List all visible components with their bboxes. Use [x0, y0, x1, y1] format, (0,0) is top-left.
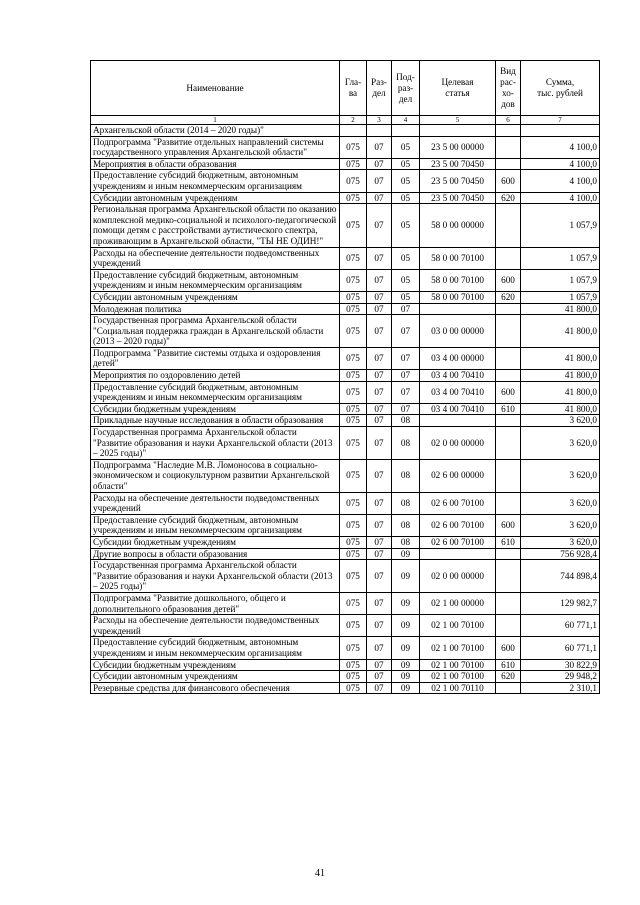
cell-target: 02 1 00 00000: [420, 592, 496, 614]
table-row: [91, 427, 600, 460]
cell-vid: [496, 303, 521, 315]
col-number: 1: [91, 116, 340, 125]
cell-glava: 075: [340, 615, 367, 637]
cell-sum: 41 800,0: [521, 315, 600, 348]
table-row: [91, 381, 600, 403]
cell-podrazdel: 05: [392, 204, 420, 247]
cell-glava: 075: [340, 381, 367, 403]
cell-name: Расходы на обеспечение деятельности подведомственных учреждений: [91, 492, 340, 514]
header-name: Наименование: [91, 61, 340, 116]
header-sum: Сумма, тыс. рублей: [521, 61, 600, 116]
cell-razdel: [367, 125, 392, 137]
cell-vid: 600: [496, 269, 521, 291]
cell-name: Предоставление субсидий бюджетным, автономным учреждениям и иным некоммерческим организациям: [91, 514, 340, 536]
cell-name: Подпрограмма "Развитие отдельных направлений системы государственного управления Архангельской области": [91, 136, 340, 158]
cell-name: Субсидии автономным учреждениям: [91, 192, 340, 204]
cell-sum: 4 100,0: [521, 136, 600, 158]
budget-table: [90, 60, 600, 694]
cell-podrazdel: 05: [392, 136, 420, 158]
cell-vid: [496, 592, 521, 614]
cell-vid: [496, 125, 521, 137]
cell-sum: 4 100,0: [521, 158, 600, 170]
cell-sum: 3 620,0: [521, 427, 600, 460]
cell-podrazdel: 07: [392, 403, 420, 415]
cell-sum: 3 620,0: [521, 415, 600, 427]
cell-podrazdel: 05: [392, 291, 420, 303]
cell-target: 03 0 00 00000: [420, 315, 496, 348]
cell-target: 58 0 00 00000: [420, 204, 496, 247]
cell-podrazdel: 09: [392, 671, 420, 683]
table-row: [91, 204, 600, 247]
cell-name: Государственная программа Архангельской области "Социальная поддержка граждан в Архангельской области (2013 – 2020 годы)": [91, 315, 340, 348]
cell-podrazdel: 07: [392, 347, 420, 369]
table-row: [91, 637, 600, 659]
cell-razdel: 07: [367, 158, 392, 170]
table-row: [91, 247, 600, 269]
cell-razdel: 07: [367, 659, 392, 671]
col-number: 3: [367, 116, 392, 125]
cell-razdel: 07: [367, 247, 392, 269]
cell-glava: 075: [340, 536, 367, 548]
cell-name: Субсидии бюджетным учреждениям: [91, 403, 340, 415]
cell-sum: 4 100,0: [521, 192, 600, 204]
table-row: [91, 303, 600, 315]
cell-sum: 30 822,9: [521, 659, 600, 671]
cell-podrazdel: 09: [392, 560, 420, 593]
cell-vid: 610: [496, 659, 521, 671]
cell-podrazdel: 09: [392, 592, 420, 614]
cell-target: [420, 303, 496, 315]
cell-glava: 075: [340, 415, 367, 427]
cell-target: 58 0 00 70100: [420, 291, 496, 303]
cell-name: Архангельской области (2014 – 2020 годы)": [91, 125, 340, 137]
cell-razdel: 07: [367, 204, 392, 247]
header-vid: Вид рас- хо- дов: [496, 61, 521, 116]
cell-sum: 41 800,0: [521, 381, 600, 403]
cell-glava: 075: [340, 592, 367, 614]
cell-glava: 075: [340, 637, 367, 659]
cell-glava: 075: [340, 514, 367, 536]
cell-name: Предоставление субсидий бюджетным, автономным учреждениям и иным некоммерческим организациям: [91, 637, 340, 659]
cell-razdel: 07: [367, 315, 392, 348]
cell-razdel: 07: [367, 536, 392, 548]
cell-glava: 075: [340, 492, 367, 514]
cell-podrazdel: 08: [392, 492, 420, 514]
cell-sum: 1 057,9: [521, 247, 600, 269]
cell-target: [420, 548, 496, 560]
table-row: [91, 291, 600, 303]
cell-podrazdel: 07: [392, 370, 420, 382]
cell-name: Мероприятия в области образования: [91, 158, 340, 170]
cell-name: Резервные средства для финансового обеспечения: [91, 682, 340, 694]
cell-name: Предоставление субсидий бюджетным, автономным учреждениям и иным некоммерческим организациям: [91, 381, 340, 403]
cell-podrazdel: 05: [392, 158, 420, 170]
cell-vid: 600: [496, 381, 521, 403]
header-target: Целевая статья: [420, 61, 496, 116]
table-row: [91, 536, 600, 548]
cell-razdel: 07: [367, 303, 392, 315]
cell-glava: 075: [340, 659, 367, 671]
cell-target: 23 5 00 70450: [420, 158, 496, 170]
cell-podrazdel: 05: [392, 192, 420, 204]
cell-name: Подпрограмма "Наследие М.В. Ломоносова в социально-экономическом и социокультурном развитии Архангельской области": [91, 459, 340, 492]
cell-sum: 1 057,9: [521, 269, 600, 291]
cell-vid: 600: [496, 170, 521, 192]
cell-glava: 075: [340, 427, 367, 460]
cell-sum: 1 057,9: [521, 291, 600, 303]
header-podrazdel: Под- раз- дел: [392, 61, 420, 116]
cell-glava: 075: [340, 291, 367, 303]
cell-razdel: 07: [367, 492, 392, 514]
cell-vid: [496, 347, 521, 369]
cell-razdel: 07: [367, 415, 392, 427]
table-row: [91, 682, 600, 694]
table-row: [91, 315, 600, 348]
table-row: [91, 415, 600, 427]
cell-sum: 129 982,7: [521, 592, 600, 614]
cell-vid: 600: [496, 637, 521, 659]
cell-sum: 756 928,4: [521, 548, 600, 560]
cell-vid: [496, 158, 521, 170]
cell-sum: 744 898,4: [521, 560, 600, 593]
table-row: [91, 269, 600, 291]
cell-podrazdel: 07: [392, 381, 420, 403]
table-row: [91, 158, 600, 170]
cell-target: 03 4 00 70410: [420, 403, 496, 415]
header-razdel: Раз- дел: [367, 61, 392, 116]
cell-name: Государственная программа Архангельской области "Развитие образования и науки Архангельской области (2013 – 2025 годы)": [91, 560, 340, 593]
cell-vid: [496, 427, 521, 460]
cell-target: 02 6 00 70100: [420, 514, 496, 536]
cell-target: 02 1 00 70100: [420, 671, 496, 683]
cell-razdel: 07: [367, 637, 392, 659]
cell-name: Предоставление субсидий бюджетным, автономным учреждениям и иным некоммерческим организациям: [91, 170, 340, 192]
cell-name: Мероприятия по оздоровлению детей: [91, 370, 340, 382]
cell-sum: 3 620,0: [521, 514, 600, 536]
cell-glava: 075: [340, 459, 367, 492]
cell-glava: 075: [340, 170, 367, 192]
column-number-row: [91, 116, 600, 125]
cell-glava: 075: [340, 269, 367, 291]
cell-podrazdel: [392, 125, 420, 137]
cell-razdel: 07: [367, 592, 392, 614]
cell-sum: 1 057,9: [521, 204, 600, 247]
cell-razdel: 07: [367, 136, 392, 158]
cell-name: Субсидии бюджетным учреждениям: [91, 536, 340, 548]
cell-razdel: 07: [367, 671, 392, 683]
cell-target: 03 4 00 70410: [420, 381, 496, 403]
cell-razdel: 07: [367, 269, 392, 291]
cell-target: [420, 125, 496, 137]
cell-glava: 075: [340, 247, 367, 269]
cell-razdel: 07: [367, 427, 392, 460]
cell-podrazdel: 07: [392, 303, 420, 315]
cell-target: 02 1 00 70100: [420, 659, 496, 671]
cell-name: Подпрограмма "Развитие дошкольного, общего и дополнительного образования детей": [91, 592, 340, 614]
cell-sum: 2 310,1: [521, 682, 600, 694]
cell-razdel: 07: [367, 615, 392, 637]
cell-vid: [496, 615, 521, 637]
cell-razdel: 07: [367, 459, 392, 492]
cell-podrazdel: 08: [392, 427, 420, 460]
cell-name: Субсидии бюджетным учреждениям: [91, 659, 340, 671]
cell-target: [420, 415, 496, 427]
cell-name: Расходы на обеспечение деятельности подведомственных учреждений: [91, 615, 340, 637]
cell-vid: 620: [496, 192, 521, 204]
cell-podrazdel: 05: [392, 247, 420, 269]
budget-page: [90, 60, 600, 694]
table-row: [91, 170, 600, 192]
cell-target: 23 5 00 00000: [420, 136, 496, 158]
cell-podrazdel: 05: [392, 269, 420, 291]
cell-vid: [496, 682, 521, 694]
col-number: 6: [496, 116, 521, 125]
cell-vid: [496, 548, 521, 560]
cell-target: 23 5 00 70450: [420, 192, 496, 204]
table-row: [91, 560, 600, 593]
cell-glava: 075: [340, 682, 367, 694]
table-row: [91, 370, 600, 382]
cell-razdel: 07: [367, 370, 392, 382]
cell-name: Субсидии автономным учреждениям: [91, 671, 340, 683]
cell-vid: [496, 459, 521, 492]
cell-vid: 610: [496, 536, 521, 548]
cell-vid: 620: [496, 291, 521, 303]
cell-sum: 60 771,1: [521, 637, 600, 659]
cell-podrazdel: 05: [392, 170, 420, 192]
table-row: [91, 671, 600, 683]
page-number: 41: [315, 868, 325, 879]
cell-glava: [340, 125, 367, 137]
cell-podrazdel: 09: [392, 548, 420, 560]
cell-target: 58 0 00 70100: [420, 247, 496, 269]
cell-razdel: 07: [367, 291, 392, 303]
cell-target: 02 0 00 00000: [420, 427, 496, 460]
cell-target: 02 1 00 70100: [420, 637, 496, 659]
cell-name: Государственная программа Архангельской области "Развитие образования и науки Архангельской области (2013 – 2025 годы)": [91, 427, 340, 460]
cell-glava: 075: [340, 347, 367, 369]
cell-name: Молодежная политика: [91, 303, 340, 315]
cell-name: Субсидии автономным учреждениям: [91, 291, 340, 303]
cell-podrazdel: 08: [392, 514, 420, 536]
cell-vid: [496, 492, 521, 514]
table-body: [91, 125, 600, 694]
cell-sum: 41 800,0: [521, 403, 600, 415]
cell-podrazdel: 08: [392, 415, 420, 427]
cell-sum: 3 620,0: [521, 492, 600, 514]
table-row: [91, 403, 600, 415]
cell-target: 02 1 00 70100: [420, 615, 496, 637]
cell-sum: [521, 125, 600, 137]
cell-sum: 3 620,0: [521, 459, 600, 492]
cell-glava: 075: [340, 403, 367, 415]
cell-sum: 29 948,2: [521, 671, 600, 683]
cell-razdel: 07: [367, 403, 392, 415]
cell-podrazdel: 09: [392, 615, 420, 637]
cell-glava: 075: [340, 370, 367, 382]
table-row: [91, 125, 600, 137]
cell-razdel: 07: [367, 381, 392, 403]
cell-target: 23 5 00 70450: [420, 170, 496, 192]
cell-vid: 610: [496, 403, 521, 415]
cell-vid: 600: [496, 514, 521, 536]
cell-name: Подпрограмма "Развитие системы отдыха и оздоровления детей": [91, 347, 340, 369]
cell-name: Прикладные научные исследования в области образования: [91, 415, 340, 427]
table-row: [91, 136, 600, 158]
cell-target: 03 4 00 00000: [420, 347, 496, 369]
cell-name: Расходы на обеспечение деятельности подведомственных учреждений: [91, 247, 340, 269]
cell-glava: 075: [340, 158, 367, 170]
cell-podrazdel: 09: [392, 637, 420, 659]
cell-podrazdel: 08: [392, 459, 420, 492]
cell-vid: [496, 560, 521, 593]
cell-target: 02 6 00 00000: [420, 459, 496, 492]
table-row: [91, 659, 600, 671]
cell-sum: 41 800,0: [521, 303, 600, 315]
cell-sum: 3 620,0: [521, 536, 600, 548]
col-number: 4: [392, 116, 420, 125]
cell-podrazdel: 09: [392, 682, 420, 694]
cell-name: Предоставление субсидий бюджетным, автономным учреждениям и иным некоммерческим организациям: [91, 269, 340, 291]
cell-razdel: 07: [367, 560, 392, 593]
cell-target: 03 4 00 70410: [420, 370, 496, 382]
cell-glava: 075: [340, 671, 367, 683]
cell-name: Другие вопросы в области образования: [91, 548, 340, 560]
cell-razdel: 07: [367, 682, 392, 694]
cell-sum: 4 100,0: [521, 170, 600, 192]
cell-vid: [496, 247, 521, 269]
table-row: [91, 548, 600, 560]
cell-sum: 60 771,1: [521, 615, 600, 637]
table-row: [91, 459, 600, 492]
cell-glava: 075: [340, 548, 367, 560]
cell-vid: [496, 315, 521, 348]
col-number: 5: [420, 116, 496, 125]
table-row: [91, 615, 600, 637]
col-number: 2: [340, 116, 367, 125]
cell-sum: 41 800,0: [521, 370, 600, 382]
cell-target: 02 1 00 70110: [420, 682, 496, 694]
cell-podrazdel: 09: [392, 659, 420, 671]
table-row: [91, 592, 600, 614]
cell-glava: 075: [340, 136, 367, 158]
table-row: [91, 347, 600, 369]
cell-vid: [496, 136, 521, 158]
cell-sum: 41 800,0: [521, 347, 600, 369]
cell-glava: 075: [340, 192, 367, 204]
table-row: [91, 514, 600, 536]
cell-target: 02 0 00 00000: [420, 560, 496, 593]
cell-glava: 075: [340, 204, 367, 247]
cell-razdel: 07: [367, 514, 392, 536]
cell-razdel: 07: [367, 347, 392, 369]
cell-glava: 075: [340, 315, 367, 348]
cell-target: 02 6 00 70100: [420, 492, 496, 514]
table-header-row: [91, 61, 600, 116]
cell-vid: [496, 415, 521, 427]
header-glava: Гла- ва: [340, 61, 367, 116]
table-row: [91, 492, 600, 514]
cell-glava: 075: [340, 560, 367, 593]
cell-razdel: 07: [367, 192, 392, 204]
cell-glava: 075: [340, 303, 367, 315]
cell-vid: 620: [496, 671, 521, 683]
cell-vid: [496, 370, 521, 382]
cell-vid: [496, 204, 521, 247]
cell-razdel: 07: [367, 548, 392, 560]
cell-podrazdel: 08: [392, 536, 420, 548]
cell-podrazdel: 07: [392, 315, 420, 348]
cell-target: 02 6 00 70100: [420, 536, 496, 548]
cell-razdel: 07: [367, 170, 392, 192]
col-number: 7: [521, 116, 600, 125]
cell-target: 58 0 00 70100: [420, 269, 496, 291]
cell-name: Региональная программа Архангельской области по оказанию комплексной медико-социальной и психолого-педагогической помощи детям с расстройствами аутистического спектра, проживающим в Архангельской области, "ТЫ НЕ ОДИН!": [91, 204, 340, 247]
table-row: [91, 192, 600, 204]
